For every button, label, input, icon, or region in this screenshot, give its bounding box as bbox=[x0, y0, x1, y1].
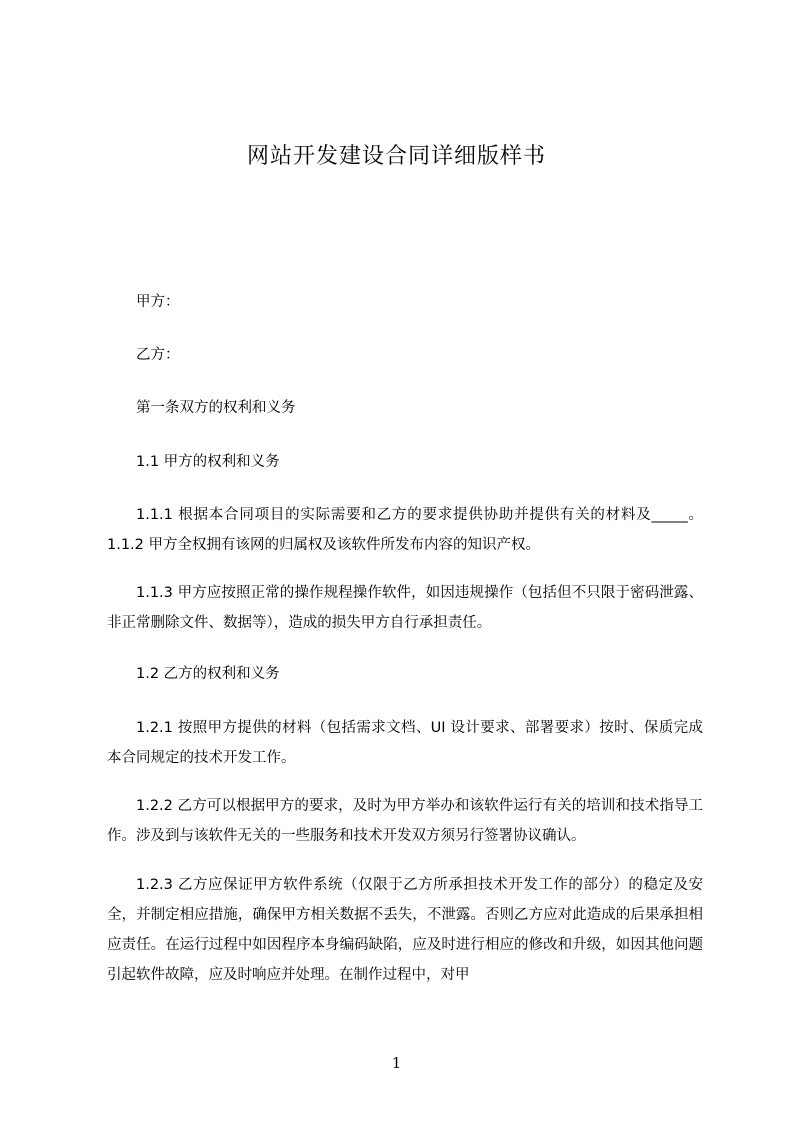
article-1-heading: 第一条双方的权利和义务 bbox=[136, 400, 296, 416]
clause-1-2-3: 1.2.3 乙方应保证甲方软件系统（仅限于乙方所承担技术开发工作的部分）的稳定及安全，并制定相应措施，确保甲方相关数据不丢失，不泄露。否则乙方应对此造成的后果承担相应责任。在运行过程中如因程序本身编码缺陷，应及时进行相应的修改和升级，如因其他问题引起软件故障，应及时响应并处理。在制作过程中，对甲 bbox=[107, 877, 703, 983]
clause-1-1-1: 1.1.1 根据本合同项目的实际需要和乙方的要求提供协助并提供有关的材料及_____。1.1.2 甲方全权拥有该网的归属权及该软件所发布内容的知识产权。 bbox=[107, 507, 703, 553]
section-1-2-heading: 1.2 乙方的权利和义务 bbox=[136, 666, 280, 682]
party-a-label: 甲方： bbox=[136, 294, 180, 310]
page-number: 1 bbox=[391, 1054, 402, 1072]
document-title: 网站开发建设合同详细版样书 bbox=[246, 144, 546, 169]
clause-1-1-3: 1.1.3 甲方应按照正常的操作规程操作软件，如因违规操作（包括但不只限于密码泄露、非正常删除文件、数据等），造成的损失甲方自行承担责任。 bbox=[107, 585, 703, 631]
section-1-1-heading: 1.1 甲方的权利和义务 bbox=[136, 454, 280, 470]
party-b-label: 乙方： bbox=[136, 347, 180, 363]
clause-1-2-2: 1.2.2 乙方可以根据甲方的要求，及时为甲方举办和该软件运行有关的培训和技术指导工作。涉及到与该软件无关的一些服务和技术开发双方须另行签署协议确认。 bbox=[107, 798, 703, 844]
clause-1-2-1: 1.2.1 按照甲方提供的材料（包括需求文档、UI 设计要求、部署要求）按时、保质完成本合同规定的技术开发工作。 bbox=[107, 720, 703, 766]
